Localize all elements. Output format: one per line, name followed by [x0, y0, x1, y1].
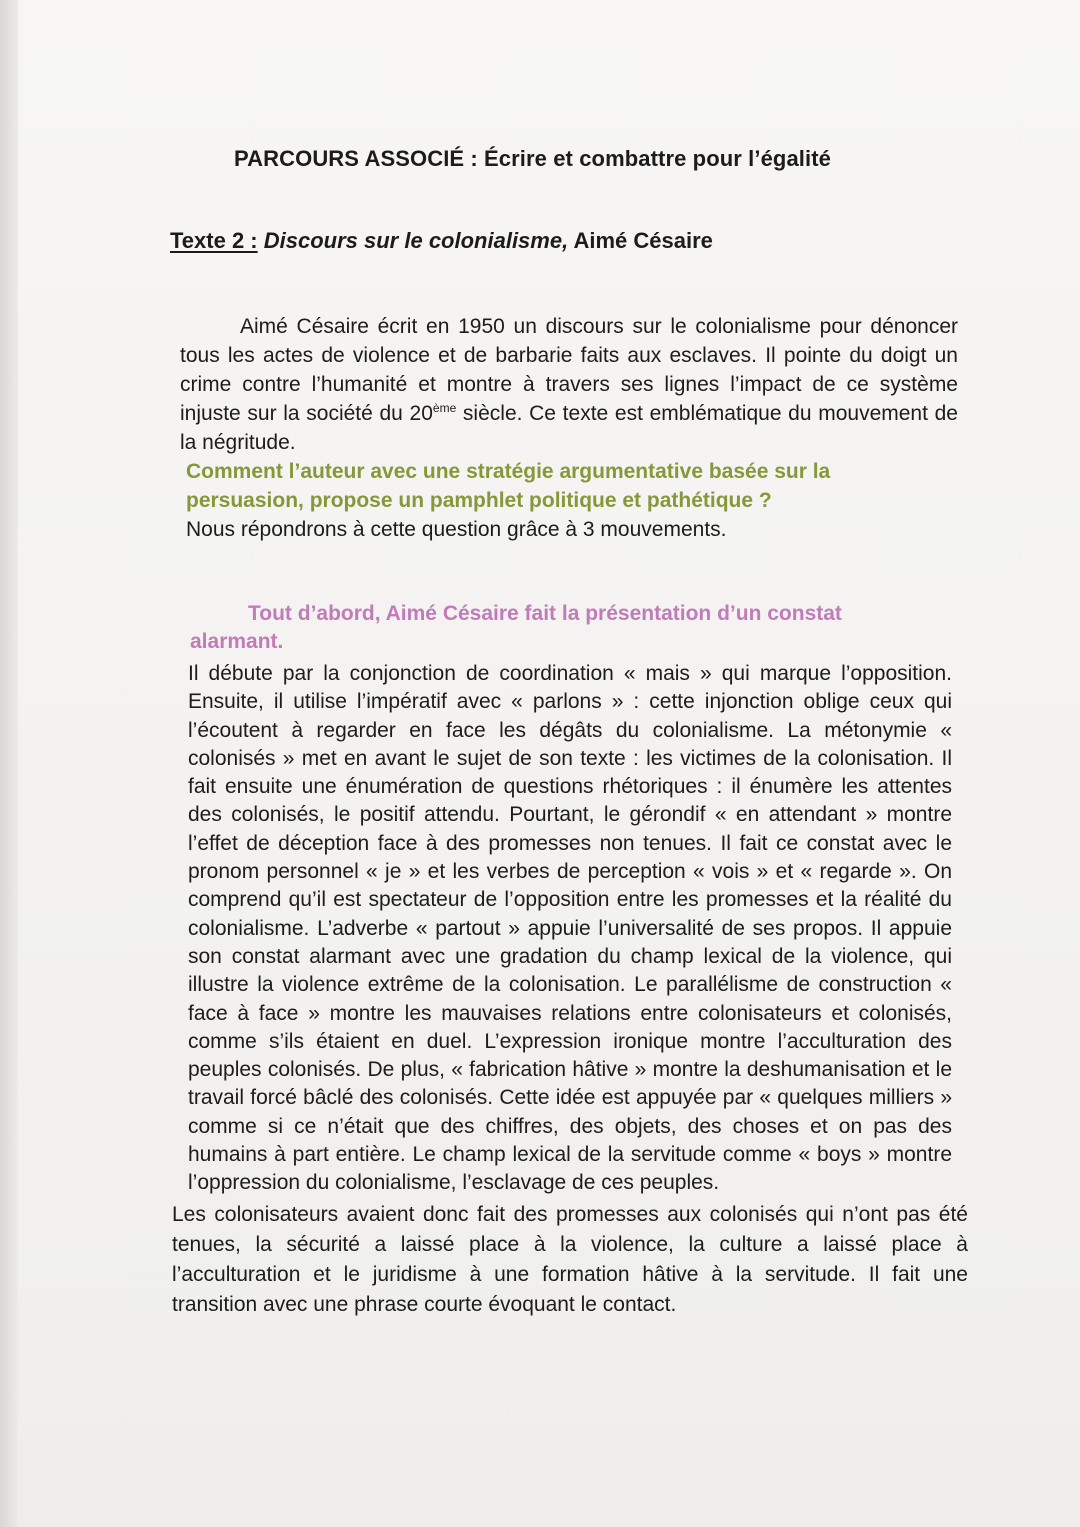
problem-question: Comment l’auteur avec une stratégie argumentative basée sur la persuasion, propose un pamphlet politique et pathétique ? [186, 460, 831, 512]
intro-paragraph [180, 312, 958, 457]
subtitle-label: Texte 2 : [170, 228, 258, 253]
document-page [18, 0, 1080, 1527]
intro-sup: ème [432, 401, 457, 415]
paper-edge [0, 0, 18, 1527]
subtitle-author: Aimé Césaire [573, 228, 713, 253]
conclusion-paragraph: Les colonisateurs avaient donc fait des promesses aux colonisés qui n’ont pas été tenues, la sécurité a laissé place à la violence, la culture a laissé place à l’acculturation et le juridisme à une formation hâtive à la servitude. Il fait une transition avec une phrase courte évoquant le contact. [172, 1202, 968, 1316]
subtitle-work: Discours sur le colonialisme, [263, 228, 569, 253]
analysis-paragraph: Il débute par la conjonction de coordination « mais » qui marque l’opposition. Ensuite, il utilise l’impératif avec « parlons » : cette injonction oblige ceux qui l’écoutent à regarder en face les dégâts du colonialisme. La métonymie « colonisés » met en avant le sujet de son texte : les victimes de la colonisation. Il fait ensuite une énumération de questions rhétoriques : il énumère les attentes des colonisés, le positif attendu. Pourtant, le gérondif « en attendant » montre l’effet de déception face à des promesses non tenues. Il fait ce constat avec le pronom personnel « je » et les verbes de perception « vois » et « regarde ». On comprend qu’il est spectateur de l’opposition entre les promesses et la réalité du colonialisme. L’adverbe « partout » appuie l’universalité de ses propos. Il appuie son constat alarmant avec une gradation du champ lexical de la violence, qui illustre la violence extrême de la colonisation. Le parallélisme de construction « face à face » montre les mauvaises relations entre colonisateurs et colonisés, comme s’ils étaient en duel. L’expression ironique montre l’acculturation des peuples colonisés. De plus, « fabrication hâtive » montre la deshumanisation et le travail forcé bâclé des colonisés. Cette idée est appuyée par « quelques milliers » comme si ce n’était que des chiffres, des objets, des choses et on pas des humains à part entière. Le champ lexical de la servitude comme « boys » montre l’oppression du colonialisme, l’esclavage de ces peuples. [188, 662, 952, 1195]
intro-part2: siècle. Ce texte est emblématique du mouvement de la négritude. [180, 402, 958, 454]
intro-part1: Aimé Césaire écrit en 1950 un discours sur le colonialisme pour dénoncer tous les actes de violence et de barbarie faits aux esclaves. Il pointe du doigt un crime contre l’humanité et montre à travers ses lignes l’impact de ce système injuste sur la société du 20 [180, 315, 958, 425]
answer-statement: Nous répondrons à cette question grâce à 3 mouvements. [186, 518, 727, 541]
document-content [168, 142, 968, 1320]
section-heading: Tout d’abord, Aimé Césaire fait la présentation d’un constat alarmant. [190, 602, 842, 653]
page-title: PARCOURS ASSOCIÉ : Écrire et combattre pour l’égalité [234, 146, 831, 171]
text-subtitle [170, 226, 968, 256]
